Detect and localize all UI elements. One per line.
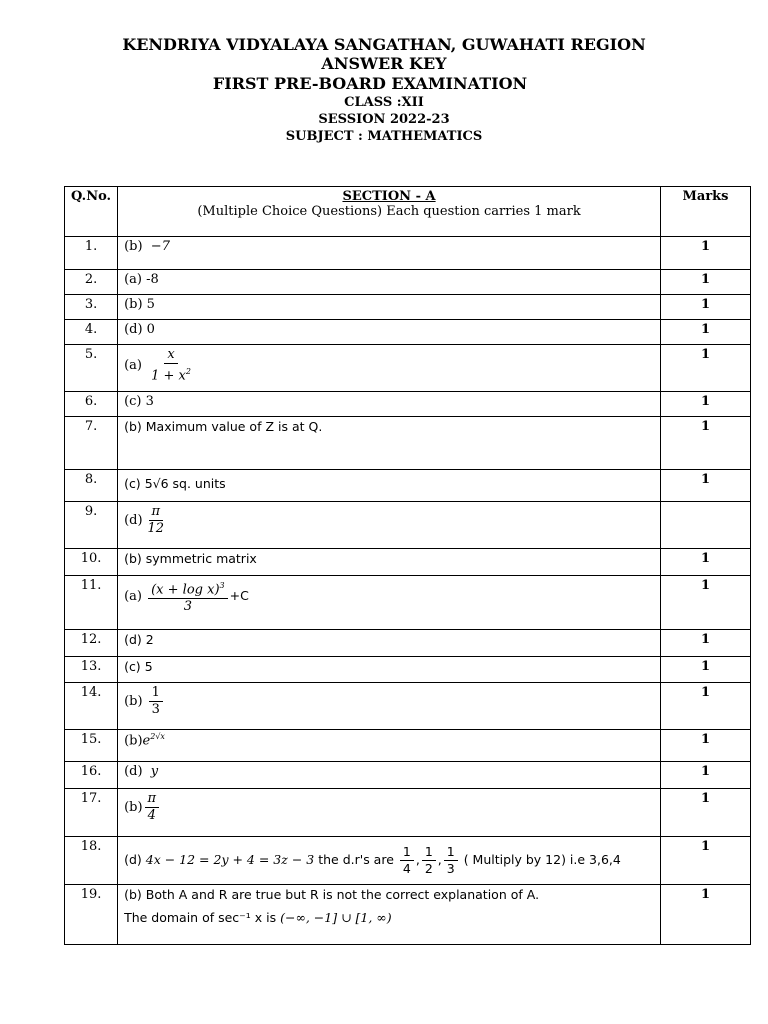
answer-option: (b) <box>124 551 142 566</box>
question-number: 8. <box>65 470 118 502</box>
fraction-numerator: (x + log x) <box>151 582 220 598</box>
col-qno-header: Q.No. <box>65 187 118 237</box>
question-number: 13. <box>65 657 118 683</box>
table-row <box>65 683 751 730</box>
answer-option: (a) <box>124 358 142 374</box>
question-number: 7. <box>65 417 118 470</box>
fraction-denominator: 12 <box>147 521 165 536</box>
dr-fraction-1: $\frac{1}{4}$ <box>400 844 414 877</box>
table-row <box>65 237 751 270</box>
answer-option: (d) <box>124 632 142 647</box>
fraction-numerator: 1 <box>149 685 163 702</box>
table-row <box>65 502 751 549</box>
answer-text: 2 <box>145 632 154 647</box>
answer <box>118 789 661 837</box>
answer-option: (d) <box>124 764 143 779</box>
answer-option: (c) <box>124 659 141 674</box>
answer <box>118 630 661 657</box>
question-number: 9. <box>65 502 118 549</box>
answer <box>118 345 661 392</box>
answer-text: −7 <box>150 239 170 254</box>
doc-title: ANSWER KEY <box>321 54 447 73</box>
class-label: CLASS :XII <box>344 95 424 110</box>
answer-text: y <box>150 764 159 779</box>
answer-suffix: +C <box>229 588 249 604</box>
answer <box>118 549 661 576</box>
marks: 1 <box>661 417 751 470</box>
table-row <box>65 392 751 417</box>
answer <box>118 470 661 502</box>
table-row <box>65 470 751 502</box>
marks: 1 <box>661 270 751 295</box>
fraction-denominator: 3 <box>183 599 192 615</box>
col-marks-header: Marks <box>661 187 751 237</box>
answer-text: Both A and R are true but R is not the correct explanation of A. <box>145 887 540 902</box>
table-row <box>65 345 751 392</box>
marks: 1 <box>661 885 751 945</box>
answer-option: (b) <box>124 733 143 749</box>
marks: 1 <box>661 789 751 837</box>
answer-option: (d) <box>124 322 143 337</box>
answer-line2: The domain of sec⁻¹ x is <box>124 910 277 925</box>
answer-text: symmetric matrix <box>145 551 257 566</box>
table-row <box>65 730 751 762</box>
marks: 1 <box>661 657 751 683</box>
dr-fraction-2: $\frac{1}{2}$ <box>422 844 436 877</box>
table-row <box>65 885 751 945</box>
marks: 1 <box>661 630 751 657</box>
answer <box>118 502 661 549</box>
answer <box>118 762 661 789</box>
marks: 1 <box>661 549 751 576</box>
table-row <box>65 320 751 345</box>
dr-fraction-3: $\frac{1}{3}$ <box>444 844 458 877</box>
marks: 1 <box>661 470 751 502</box>
question-number: 3. <box>65 295 118 320</box>
answer-fraction <box>148 347 194 384</box>
table-row <box>65 789 751 837</box>
answer-option: (c) <box>124 476 141 491</box>
answer <box>118 237 661 270</box>
session-label: SESSION 2022-23 <box>318 112 450 127</box>
question-number: 1. <box>65 237 118 270</box>
fraction-denominator: 4 <box>147 808 156 823</box>
question-number: 16. <box>65 762 118 789</box>
subject-label: SUBJECT : MATHEMATICS <box>285 129 483 144</box>
answer <box>118 657 661 683</box>
answer-fraction <box>145 791 160 824</box>
answer <box>118 270 661 295</box>
marks: 1 <box>661 730 751 762</box>
answer-text: 5 <box>146 297 155 312</box>
answer-text: e <box>142 733 151 749</box>
table-row <box>65 295 751 320</box>
answer <box>118 683 661 730</box>
answer-option: (d) <box>124 852 142 867</box>
answer-text: Maximum value of Z is at Q. <box>145 419 323 434</box>
table-row <box>65 549 751 576</box>
answer <box>118 295 661 320</box>
answer-option: (a) <box>124 272 142 287</box>
answer-tail-text: ( Multiply by 12) i.e 3,6,4 <box>463 852 621 867</box>
marks: 1 <box>661 762 751 789</box>
answer-option: (b) <box>124 800 143 815</box>
section-header <box>118 187 661 237</box>
answer-option: (b) <box>124 887 142 902</box>
table-row <box>65 270 751 295</box>
question-number: 18. <box>65 837 118 885</box>
answer-option: (b) <box>124 694 143 709</box>
answer-option: (b) <box>124 297 143 312</box>
marks: 1 <box>661 683 751 730</box>
answer <box>118 885 661 945</box>
answer-option: (d) <box>124 513 143 528</box>
question-number: 2. <box>65 270 118 295</box>
answer-middle-text: the d.r's are <box>318 852 394 867</box>
answer <box>118 392 661 417</box>
question-number: 6. <box>65 392 118 417</box>
fraction-denominator: 3 <box>151 702 160 717</box>
answer-text: 5 <box>144 659 153 674</box>
marks: 1 <box>661 392 751 417</box>
answer <box>118 417 661 470</box>
table-row <box>65 762 751 789</box>
question-number: 4. <box>65 320 118 345</box>
fraction-numerator: x <box>164 347 177 364</box>
marks: 1 <box>661 320 751 345</box>
fraction-numerator: π <box>149 504 164 521</box>
answer <box>118 730 661 762</box>
table-row <box>65 630 751 657</box>
answer <box>118 576 661 630</box>
marks: 1 <box>661 237 751 270</box>
table-row <box>65 417 751 470</box>
answer-fraction <box>145 504 168 537</box>
table-header-row <box>65 187 751 237</box>
answer-text: 0 <box>146 322 155 337</box>
marks: 1 <box>661 576 751 630</box>
fraction-denominator-exponent: 2 <box>185 367 191 376</box>
answer-option: (c) <box>124 394 142 409</box>
answer-equation: 4x − 12 = 2y + 4 = 3z − 3 <box>145 852 315 867</box>
answer-fraction <box>148 578 228 615</box>
answer-text: 3 <box>145 394 154 409</box>
question-number: 12. <box>65 630 118 657</box>
marks: 1 <box>661 345 751 392</box>
question-number: 17. <box>65 789 118 837</box>
org-title: KENDRIYA VIDYALAYA SANGATHAN, GUWAHATI REGION <box>122 35 646 54</box>
fraction-numerator: π <box>145 791 160 808</box>
question-number: 14. <box>65 683 118 730</box>
question-number: 11. <box>65 576 118 630</box>
question-number: 15. <box>65 730 118 762</box>
exam-title: FIRST PRE-BOARD EXAMINATION <box>212 74 528 93</box>
answer-option: (b) <box>124 239 143 254</box>
answer-text: -8 <box>146 272 159 287</box>
answer <box>118 320 661 345</box>
table-row <box>65 657 751 683</box>
marks <box>661 502 751 549</box>
section-subtitle: (Multiple Choice Questions) Each question carries 1 mark <box>197 204 581 219</box>
answer-line2-math: (−∞, −1] ∪ [1, ∞) <box>280 910 392 925</box>
marks: 1 <box>661 837 751 885</box>
answer-key-table <box>64 186 751 945</box>
answer-option: (b) <box>124 419 142 434</box>
question-number: 10. <box>65 549 118 576</box>
answer-fraction <box>149 685 163 718</box>
answer-option: (a) <box>124 589 142 605</box>
section-title: SECTION - A <box>342 189 436 204</box>
table-row <box>65 576 751 630</box>
fraction-numerator-exponent: 3 <box>219 581 225 590</box>
question-number: 5. <box>65 345 118 392</box>
fraction-denominator: 1 + x <box>151 368 186 384</box>
marks: 1 <box>661 295 751 320</box>
answer-exponent: 2√x <box>150 732 165 741</box>
answer-text: 5√6 sq. units <box>144 476 226 491</box>
table-row <box>65 837 751 885</box>
question-number: 19. <box>65 885 118 945</box>
answer: (d) 4x − 12 = 2y + 4 = 3z − 3 the d.r's are $\frac{1}{4}$ , $\frac{1}{2}$ , $\frac{1}{3}$ ( Multiply by 12) i.e 3,6,4 <box>118 837 661 885</box>
